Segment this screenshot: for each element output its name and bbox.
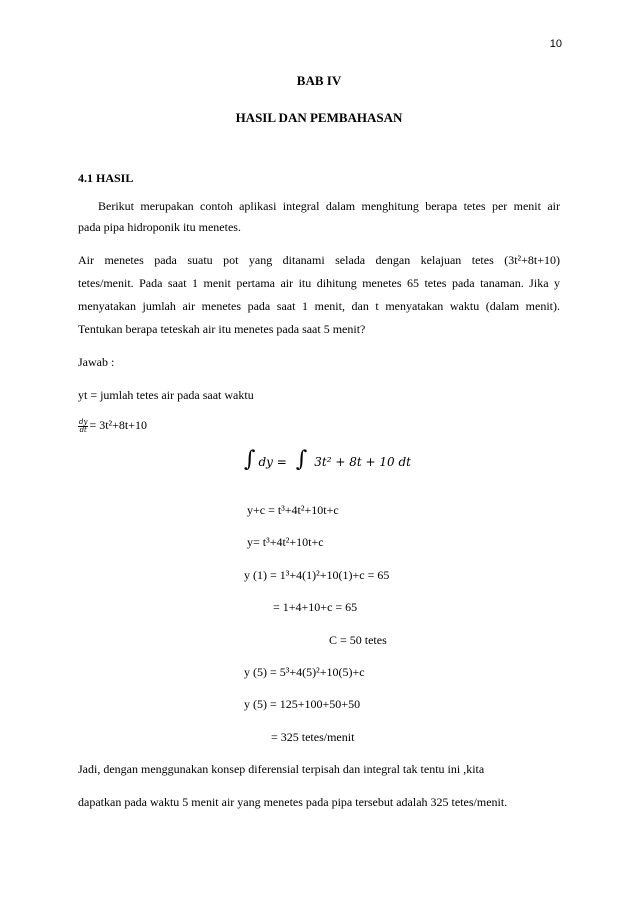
problem-line-3: menyatakan jumlah air menetes pada saat 1 menit, dan t menyatakan waktu (dalam menit). [78,299,560,313]
step-8: = 325 tetes/menit [271,730,355,744]
derivative-rhs: = 3t²+8t+10 [89,418,148,432]
chapter-subtitle: HASIL DAN PEMBAHASAN [235,110,403,125]
integral-sign-left: ∫ [244,447,256,472]
derivative-fraction [78,419,88,434]
step-2: y= t³+4t²+10t+c [247,535,324,549]
answer-definition: yt = jumlah tetes air pada saat waktu [78,388,254,402]
integral-left: dy = [258,455,287,469]
derivative-denominator: dt [79,425,87,434]
chapter-title: BAB IV [296,73,342,88]
derivative-equation [78,418,147,434]
problem-line-4: Tentukan berapa teteskah air itu menetes pada saat 5 menit? [78,322,366,336]
intro-line-1: Berikut merupakan contoh aplikasi integral dalam menghitung berapa tetes per menit air [98,199,560,213]
step-5: C = 50 tetes [329,633,387,647]
page-number: 10 [549,38,562,50]
problem-line-2: tetes/menit. Pada saat 1 menit pertama air itu dihitung menetes 65 tetes pada tanaman. Jika y [78,276,560,290]
problem-line-1: Air menetes pada suatu pot yang ditanami selada dengan kelajuan tetes (3t²+8t+10) [78,253,560,267]
step-7: y (5) = 125+100+50+50 [244,697,361,711]
integral-sign-right: ∫ [295,447,308,472]
intro-line-2: pada pipa hidroponik itu menetes. [78,220,241,234]
integral-right: 3t² + 8t + 10 dt [314,455,411,469]
conclusion-line-2: dapatkan pada waktu 5 menit air yang menetes pada pipa tersebut adalah 325 tetes/menit. [78,795,508,809]
derivative-numerator: dy [79,417,88,426]
step-4: = 1+4+10+c = 65 [273,600,358,614]
conclusion-line-1: Jadi, dengan menggunakan konsep diferensial terpisah dan integral tak tentu ini ,kita [78,762,485,776]
section-heading: 4.1 HASIL [78,171,134,185]
answer-label: Jawab : [78,355,115,369]
step-6: y (5) = 5³+4(5)²+10(5)+c [244,665,365,679]
integral-equation [244,447,411,472]
step-3: y (1) = 1³+4(1)²+10(1)+c = 65 [244,568,390,582]
step-1: y+c = t³+4t²+10t+c [247,503,339,517]
